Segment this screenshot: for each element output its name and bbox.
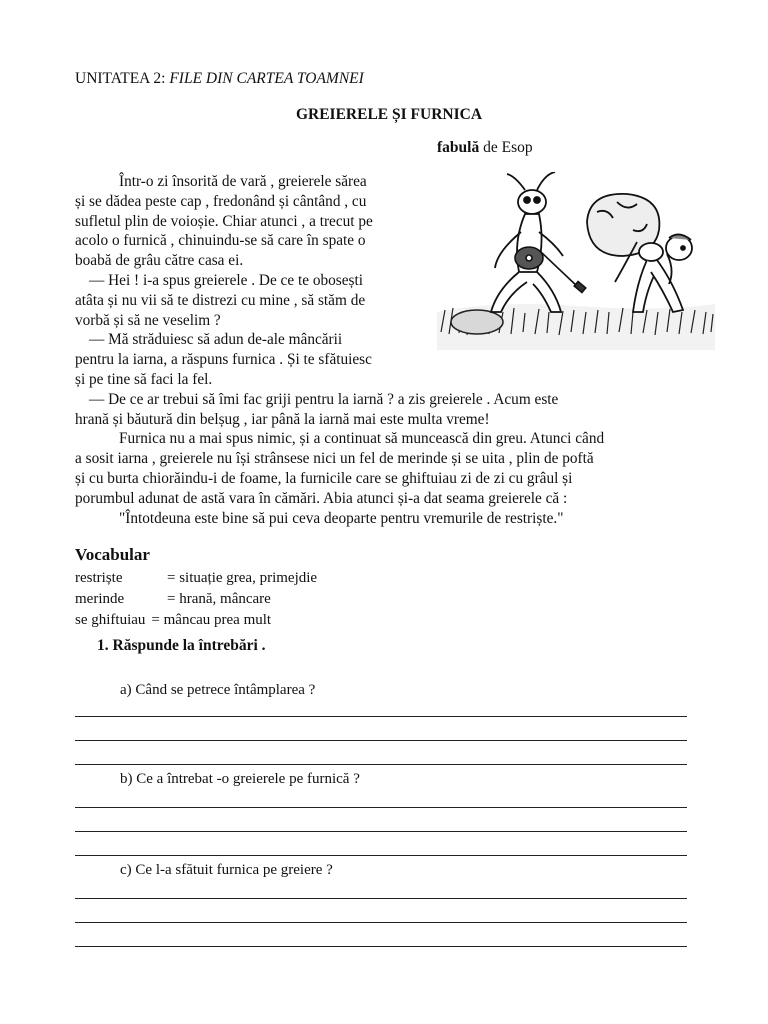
question-a: a) Când se petrece întâmplarea ? (120, 682, 316, 698)
answer-line[interactable] (75, 784, 687, 808)
answer-lines-b (75, 784, 687, 856)
vocab-entry (75, 610, 317, 631)
page-title (0, 106, 768, 124)
title-text: GREIERELE ȘI FURNICA (295, 106, 483, 123)
genre-line (437, 139, 533, 157)
vocab-definition: = hrană, mâncare (167, 591, 271, 607)
story-line: — Hei ! i-a spus greierele . De ce te obosești (89, 271, 363, 289)
answer-lines-a (75, 693, 687, 765)
exercise-heading: 1. Răspunde la întrebări . (97, 637, 266, 654)
story-line: sufletul plin de voioșie. Chiar atunci , a trecut pe (75, 212, 373, 230)
unit-prefix: UNITATEA 2: (75, 70, 170, 87)
answer-line[interactable] (75, 875, 687, 899)
answer-line[interactable] (75, 693, 687, 717)
vocab-term: merinde (75, 591, 125, 607)
story-line: și cu burta chiorăindu-i de foame, la furnicile care se ghiftuiau zi de zi cu grâul și (75, 469, 573, 487)
story-line: Într-o zi însorită de vară , greierele sărea (119, 173, 367, 190)
story-line: Furnica nu a mai spus nimic, și a continuat să muncească din greu. Atunci când (119, 430, 605, 448)
answer-lines-c (75, 875, 687, 947)
story-line: a sosit iarna , greierele nu își strânsese nici un fel de merinde și se uita , plin de poftă (75, 450, 594, 468)
answer-line[interactable] (75, 808, 687, 832)
vocab-entry (75, 589, 317, 610)
question-c: c) Ce l-a sfătuit furnica pe greiere ? (120, 862, 333, 878)
answer-line[interactable] (75, 899, 687, 923)
answer-line[interactable] (75, 741, 687, 765)
story-line: pentru la iarna, a răspuns furnica . Și te sfătuiesc (75, 351, 372, 369)
vocab-term: restriște (75, 570, 123, 586)
answer-line[interactable] (75, 832, 687, 856)
story-line: porumbul adunat de astă vara în cămări. Abia atunci și-a dat seama greierele că : (75, 489, 568, 507)
story-text (75, 172, 695, 528)
vocab-entry (75, 568, 317, 589)
story-line: și pe tine să faci la fel. (75, 370, 213, 388)
genre-label: fabulă (437, 139, 480, 156)
story-line: — Mă străduiesc să adun de-ale mâncării (89, 331, 343, 349)
story-line: boabă de grâu către casa ei. (75, 252, 244, 270)
vocab-definition: = mâncau prea mult (151, 612, 272, 628)
vocabulary-list (75, 568, 317, 631)
answer-line[interactable] (75, 717, 687, 741)
unit-heading (75, 70, 364, 88)
story-line: vorbă și să ne veselim ? (75, 311, 221, 329)
story-line: hrană și băutură din belșug , iar până la iarnă mai este multa vreme! (75, 410, 490, 428)
story-line: — De ce ar trebui să îmi fac griji pentru la iarnă ? a zis greierele . Acum este (89, 390, 559, 408)
answer-line[interactable] (75, 923, 687, 947)
vocab-definition: = situație grea, primejdie (167, 570, 318, 586)
author-label: de Esop (479, 139, 533, 156)
story-line: acolo o furnică , chinuindu-se să care în spate o (75, 232, 366, 250)
question-b: b) Ce a întrebat -o greierele pe furnică ? (120, 771, 360, 787)
story-line: "Întotdeuna este bine să pui ceva deoparte pentru vremurile de restriște." (119, 509, 564, 527)
vocab-term: se ghiftuiau (75, 612, 146, 628)
vocabulary-heading: Vocabular (75, 545, 150, 564)
story-line: atâta și nu vii să te distrezi cu mine , să stăm de (75, 291, 366, 309)
story-line: și se dădea peste cap , fredonând și cântând , cu (75, 192, 367, 210)
unit-title: FILE DIN CARTEA TOAMNEI (169, 70, 364, 87)
